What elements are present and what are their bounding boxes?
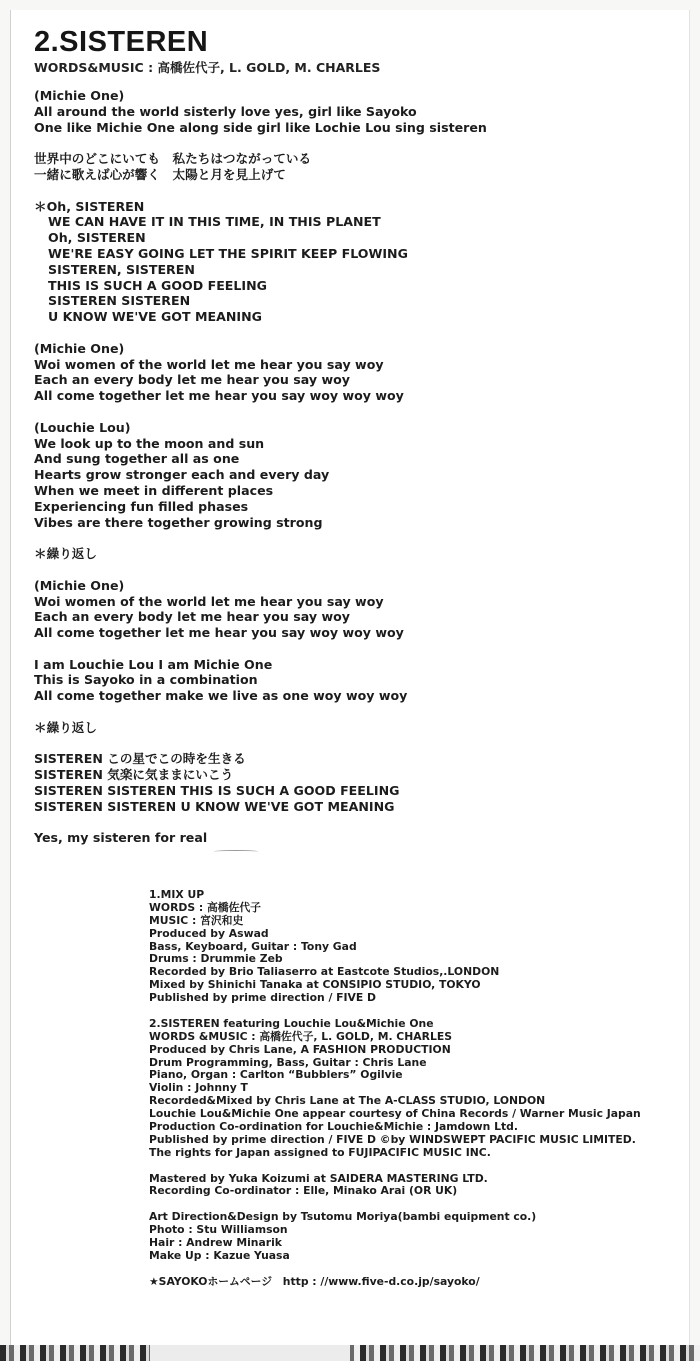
credit-line: Violin : Johnny T [149,1081,248,1095]
lyrics-body [34,88,674,862]
lyric-line: All around the world sisterly love yes, girl like Sayoko [34,103,417,119]
lyric-line: I am Louchie Lou I am Michie One [34,656,273,672]
credit-line: ★SAYOKOホームページ http : //www.five-d.co.jp/sayoko/ [149,1274,480,1288]
lyric-line: Woi women of the world let me hear you say woy [34,593,384,609]
credit-line: Production Co-ordination for Louchie&Michie : Jamdown Ltd. [149,1120,518,1134]
lyric-stanza [34,546,674,562]
divider-mark [214,850,258,853]
lyric-line: And sung together all as one [34,451,240,467]
lyric-line: Experiencing fun filled phases [34,498,249,514]
lyric-stanza [34,751,674,814]
lyric-line: WE CAN HAVE IT IN THIS TIME, IN THIS PLANET [48,214,381,230]
lyric-line: Hearts grow stronger each and every day [34,467,330,483]
credit-group [149,1276,679,1289]
lyric-line: THIS IS SUCH A GOOD FEELING [48,277,267,293]
credit-line: Hair : Andrew Minarik [149,1236,282,1250]
credit-line: Louchie Lou&Michie One appear courtesy of China Records / Warner Music Japan [149,1107,641,1121]
lyric-line: Vibes are there together growing strong [34,514,323,530]
lyric-stanza [34,420,674,531]
lyric-line: SISTEREN, SISTEREN [48,261,195,277]
lyric-line: SISTEREN この星でこの時を生きる [34,751,246,767]
lyric-line: SISTEREN SISTEREN [48,293,191,309]
credit-line: Published by prime direction / FIVE D ©by WINDSWEPT PACIFIC MUSIC LIMITED. [149,1132,636,1146]
lyric-line: This is Sayoko in a combination [34,672,258,688]
lyric-stanza [34,720,674,736]
credit-line: WORDS : 高橋佐代子 [149,900,261,914]
credit-line: Recorded&Mixed by Chris Lane at The A-CLASS STUDIO, LONDON [149,1094,546,1108]
credit-line: Make Up : Kazue Yuasa [149,1248,290,1262]
credit-line: WORDS &MUSIC : 高橋佐代子, L. GOLD, M. CHARLES [149,1029,452,1043]
lyric-line: SISTEREN SISTEREN THIS IS SUCH A GOOD FEELING [34,783,400,799]
credits-block [149,889,679,1302]
lyric-line: All come together make we live as one woy woy woy [34,688,408,704]
credit-line: Bass, Keyboard, Guitar : Tony Gad [149,939,357,953]
lyric-line: Yes, my sisteren for real [34,830,208,846]
lyric-line: Each an every body let me hear you say woy [34,372,350,388]
lyric-stanza [34,578,674,641]
credit-line: Art Direction&Design by Tsutomu Moriya(bambi equipment co.) [149,1210,537,1224]
credit-group [149,1211,679,1263]
lyric-line: ＊Oh, SISTEREN [34,198,145,214]
lyric-line: (Michie One) [34,577,125,593]
lyric-line: All come together let me hear you say woy woy woy [34,388,404,404]
lyric-line: ＊繰り返し [34,546,97,562]
credit-line: Photo : Stu Williamson [149,1223,288,1237]
lyric-line: All come together let me hear you say woy woy woy [34,625,404,641]
songwriter-credit: WORDS&MUSIC : 高橋佐代子, L. GOLD, M. CHARLES [34,60,381,75]
credit-group [149,1018,679,1160]
lyric-line: ＊繰り返し [34,719,97,735]
credit-line: Recorded by Brio Taliaserro at Eastcote Studios,.LONDON [149,965,500,979]
lyric-stanza [34,830,674,846]
credit-line: Produced by Aswad [149,926,269,940]
lyric-stanza [34,341,674,404]
credit-line: 1.MIX UP [149,888,205,901]
credit-line: Mastered by Yuka Koizumi at SAIDERA MASTERING LTD. [149,1171,488,1185]
lyric-line: WE'RE EASY GOING LET THE SPIRIT KEEP FLOWING [48,245,408,261]
lyric-line: 世界中のどこにいても 私たちはつながっている [34,151,312,167]
lyric-line: SISTEREN 気楽に気ままにいこう [34,767,234,783]
credit-line: Mixed by Shinichi Tanaka at CONSIPIO STUDIO, TOKYO [149,978,481,992]
credit-group [149,1173,679,1199]
lyric-line: 一緒に歌えば心が響く 太陽と月を見上げて [34,166,286,182]
lyric-line: (Louchie Lou) [34,419,131,435]
lyric-line: (Michie One) [34,88,125,103]
lyric-line: Woi women of the world let me hear you say woy [34,356,384,372]
credit-line: 2.SISTEREN featuring Louchie Lou&Michie One [149,1016,434,1030]
lyric-line: Oh, SISTEREN [48,230,146,246]
credit-line: MUSIC : 宮沢和史 [149,913,244,927]
scan-edge [0,1345,700,1361]
credit-group [149,889,679,1005]
credit-line: Drum Programming, Bass, Guitar : Chris Lane [149,1055,427,1069]
page-title: 2.SISTEREN [34,26,209,58]
lyric-line: SISTEREN SISTEREN U KNOW WE'VE GOT MEANING [34,798,395,814]
credit-line: Produced by Chris Lane, A FASHION PRODUCTION [149,1042,451,1056]
lyric-line: U KNOW WE'VE GOT MEANING [48,309,262,325]
lyric-line: Each an every body let me hear you say woy [34,609,350,625]
lyric-stanza [34,657,674,704]
credit-line: The rights for Japan assigned to FUJIPACIFIC MUSIC INC. [149,1145,491,1159]
lyric-stanza [34,151,674,183]
credit-line: Piano, Organ : Carlton “Bubblers” Ogilvie [149,1068,403,1082]
credit-line: Recording Co-ordinator : Elle, Minako Arai (OR UK) [149,1184,458,1198]
lyric-stanza [34,88,674,135]
lyric-line: One like Michie One along side girl like Lochie Lou sing sisteren [34,119,487,135]
credit-line: Published by prime direction / FIVE D [149,991,377,1005]
lyric-line: We look up to the moon and sun [34,435,265,451]
lyric-stanza [34,199,674,325]
lyric-line: (Michie One) [34,340,125,356]
lyric-line: When we meet in different places [34,482,274,498]
credit-line: Drums : Drummie Zeb [149,952,283,966]
